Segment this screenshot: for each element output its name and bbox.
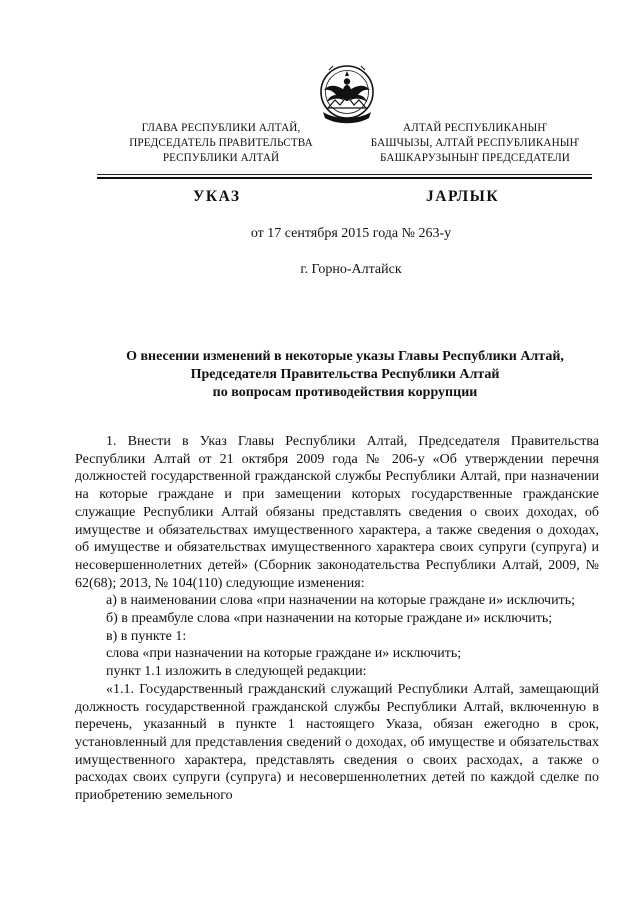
header-left-line: РЕСПУБЛИКИ АЛТАЙ [162, 152, 280, 164]
title-line: О внесении изменений в некоторые указы Главы Республики Алтай, [126, 349, 564, 364]
header-left-line: ПРЕДСЕДАТЕЛЬ ПРАВИТЕЛЬСТВА [129, 137, 313, 149]
body-paragraph: а) в наименовании слова «при назначении на которые граждане и» исключить; [106, 593, 575, 609]
document-city: г. Горно-Алтайск [300, 262, 402, 277]
body-paragraph: «1.1. Государственный гражданский служащий Республики Алтай, замещающий должность государственной гражданской службы Республики Алтай, включенную в перечень, указанный в пункте 1 настоящего Указа, обязан ежегодно в срок, установленный для представления сведений о доходах, об имуществе и обязательствах имущественного характера, представлять сведения о своих расходах, а также о расходах своих супруги (супруга) и несовершеннолетних детей по каждой сделке по приобретению земельного [75, 681, 599, 804]
body-paragraph: б) в преамбуле слова «при назначении на которые граждане и» исключить; [106, 611, 553, 627]
body-paragraph: 1. Внести в Указ Главы Республики Алтай, Председателя Правительства Республики Алтай от 21 октября 2009 года № 206-у «Об утверждении перечня должностей государственной гражданской службы Республики Алтай, при назначении на которые граждане и при замещении которых государственные гражданские служащие Республики Алтай обязаны представлять сведения о своих доходах, об имуществе и обязательствах имущественного характера, а также сведения о доходах, об имуществе и обязательствах имущественного характера своих супруги (супруга) и несовершеннолетних детей» (Сборник законодательства Республики Алтай, 2009, № 62(68); 2013, № 104(110) следующие изменения: [75, 434, 599, 591]
header-left-line: ГЛАВА РЕСПУБЛИКИ АЛТАЙ, [141, 122, 301, 134]
doc-type-russian: УКАЗ [193, 188, 241, 205]
doc-type-altai: ЈАРЛЫК [426, 188, 500, 205]
coat-of-arms-icon [315, 62, 379, 128]
title-line: Председателя Правительства Республики Алтай [190, 367, 500, 382]
issuer-title-russian [110, 121, 332, 166]
header-right-line: БАШЧЫЗЫ, АЛТАЙ РЕСПУБЛИКАНЫҤ [370, 137, 580, 149]
header-divider-thin [97, 174, 592, 175]
body-paragraph: пункт 1.1 изложить в следующей редакции: [106, 664, 367, 680]
body-paragraph: в) в пункте 1: [106, 628, 187, 644]
header-right-line: АЛТАЙ РЕСПУБЛИКАНЫҤ [402, 122, 548, 134]
document-body [75, 433, 599, 805]
header-divider-thick [97, 177, 592, 179]
issuer-title-altai [358, 121, 592, 166]
body-paragraph: слова «при назначении на которые граждане и» исключить; [106, 646, 462, 662]
title-line: по вопросам противодействия коррупции [212, 385, 478, 400]
header-right-line: БАШКАРУЗЫНЫҤ ПРЕДСЕДАТЕЛИ [380, 152, 570, 164]
document-title [98, 348, 592, 402]
document-date: от 17 сентября 2015 года № 263-у [250, 226, 452, 241]
